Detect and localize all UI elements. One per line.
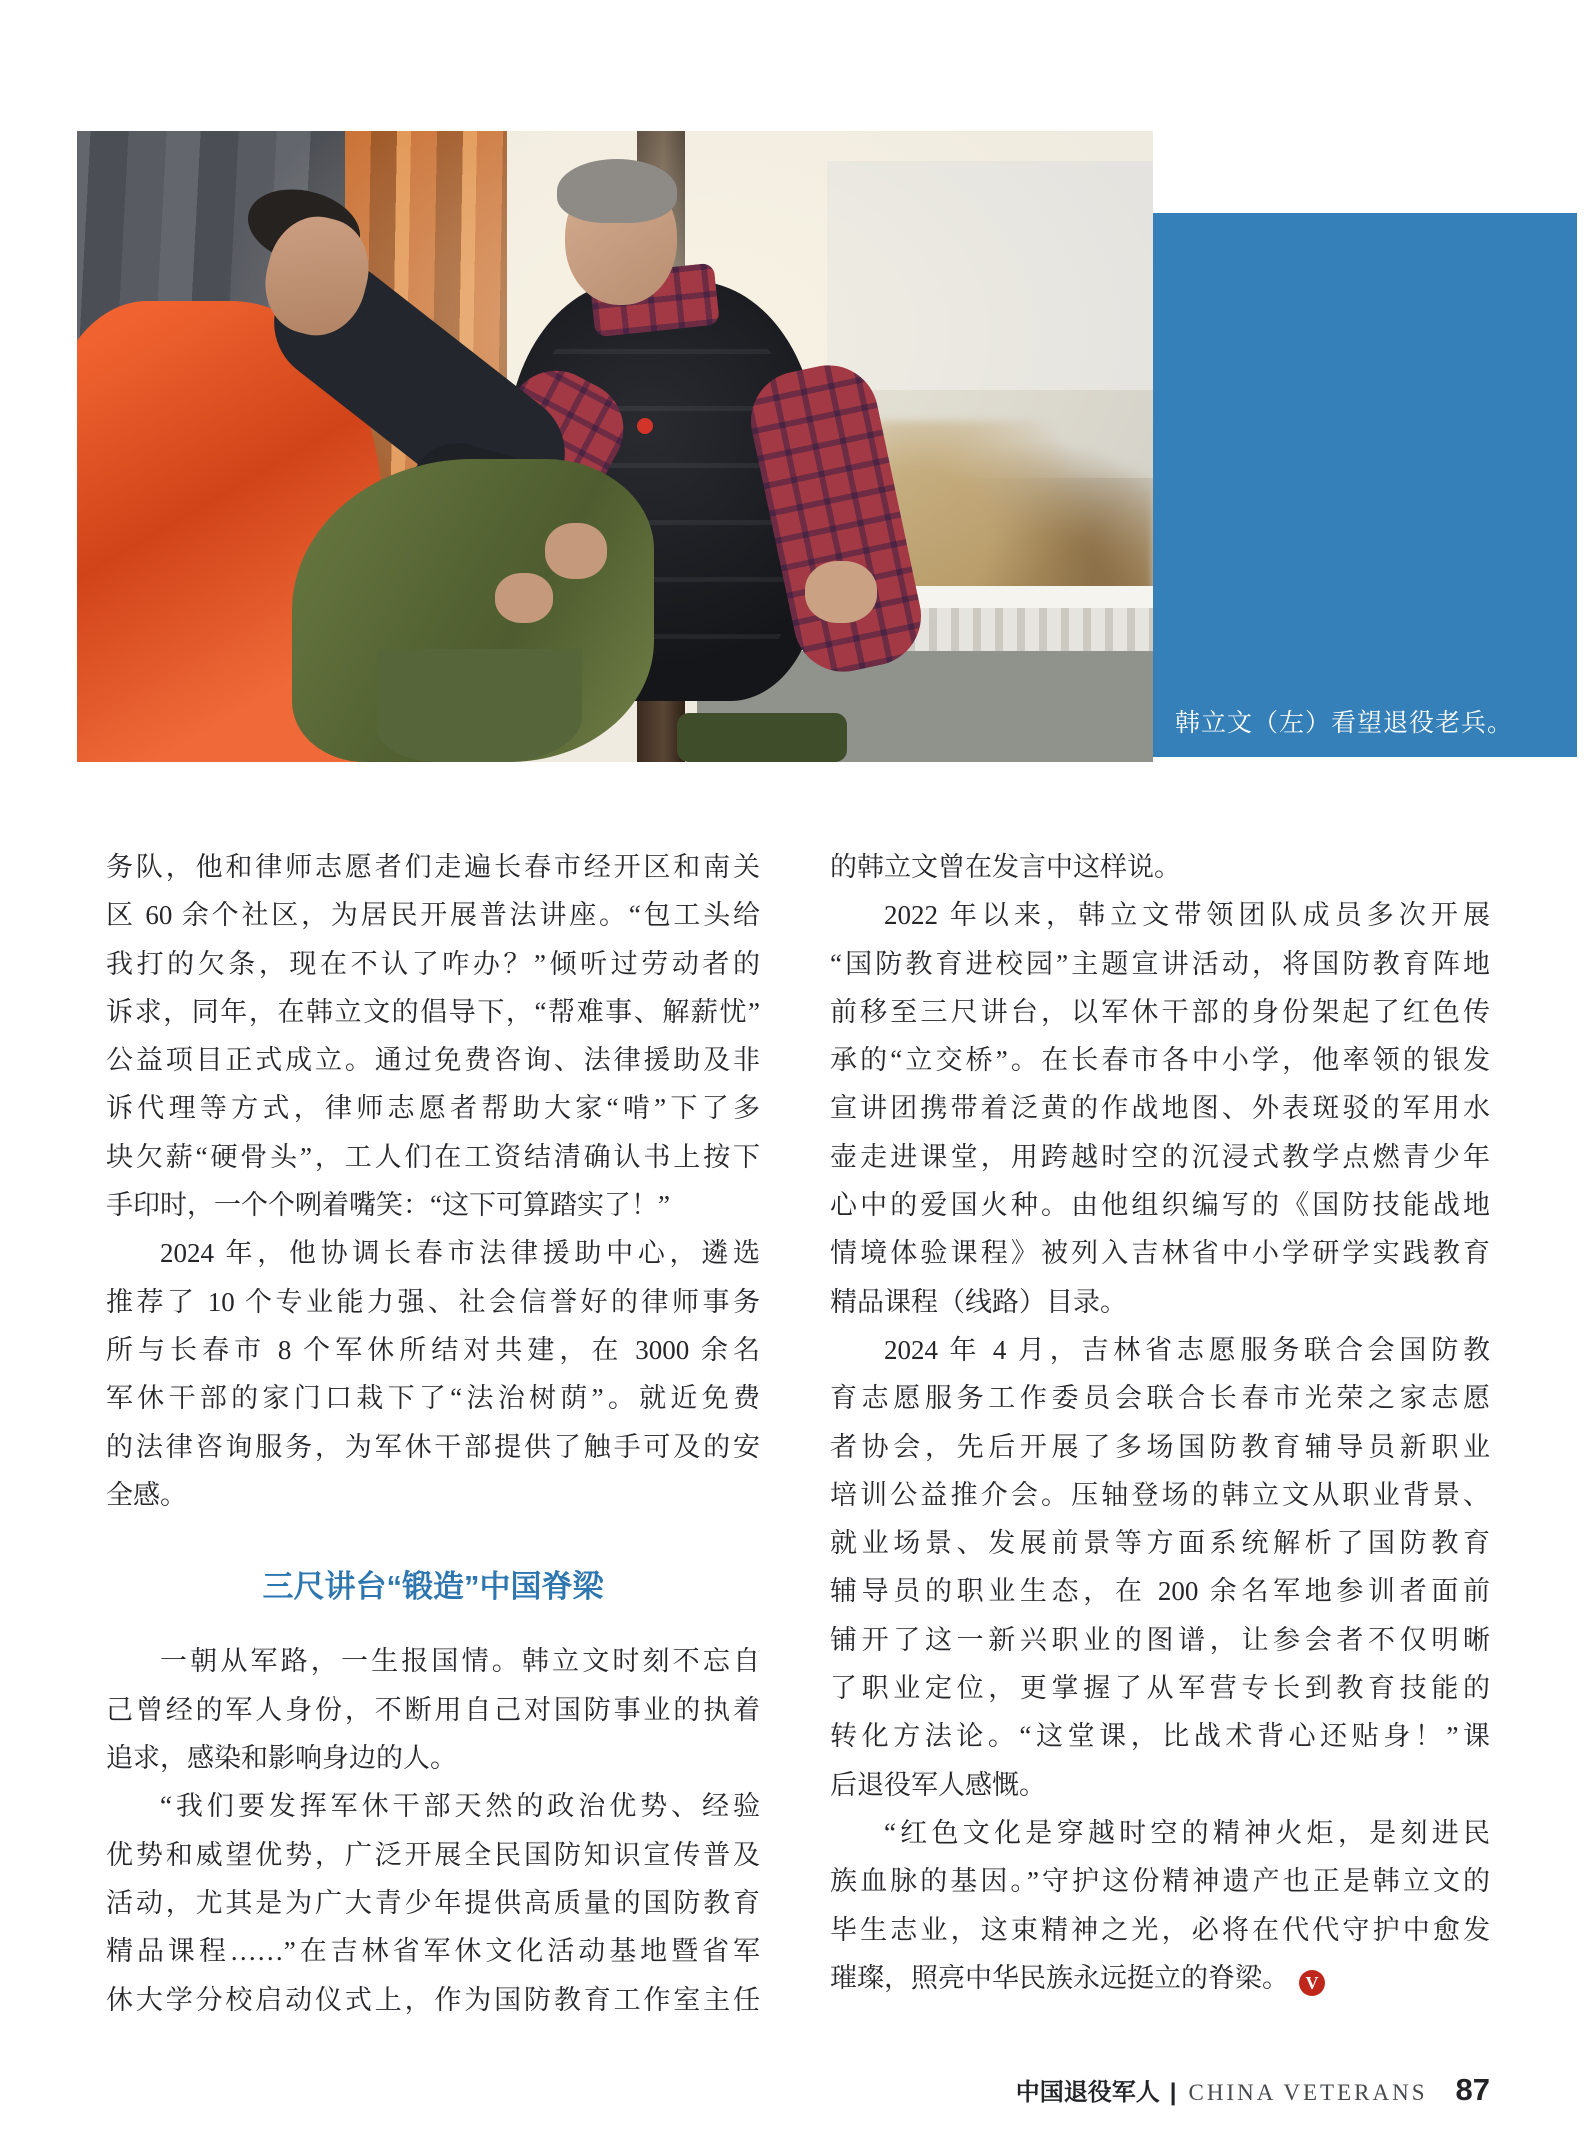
text-line: “红色文化是穿越时空的精神火炬，是刻进民 [884, 1817, 1490, 1848]
text-line: 2024 年 4 月，吉林省志愿服务联合会国防教 [884, 1334, 1490, 1365]
text-line: 心中的爱国火种。由他组织编写的《国防技能战地 [830, 1190, 1490, 1221]
magazine-title-en: CHINA VETERANS [1188, 2080, 1428, 2105]
text-line: 后退役军人感慨。 [830, 1769, 1046, 1800]
text-line: 转化方法论。“这堂课，比战术背心还贴身！”课 [830, 1721, 1490, 1752]
page-footer [1016, 2072, 1490, 2108]
photo-red-badge [637, 418, 653, 434]
text-line: 族血脉的基因。”守护这份精神遗产也正是韩立文的 [830, 1866, 1490, 1897]
text-line: 培训公益推介会。压轴登场的韩立文从职业背景、 [830, 1479, 1490, 1510]
text-line: 2024 年，他协调长春市法律援助中心，遴选 [160, 1238, 760, 1269]
article-left-column [106, 843, 760, 2024]
text-line: 优势和威望优势，广泛开展全民国防知识宣传普及 [106, 1839, 760, 1870]
text-line: 推荐了 10 个专业能力强、社会信誉好的律师事务 [106, 1286, 760, 1317]
text-line: 公益项目正式成立。通过免费咨询、法律援助及非 [106, 1045, 760, 1076]
text-line: 块欠薪“硬骨头”，工人们在工资结清确认书上按下 [106, 1141, 760, 1172]
photo-hand [545, 523, 607, 579]
photo-coat-flap [377, 649, 582, 762]
text-line: 军休干部的家门口栽下了“法治树荫”。就近免费 [106, 1383, 760, 1414]
text-line: 毕生志业，这束精神之光，必将在代代守护中愈发 [830, 1914, 1490, 1945]
text-line: 诉求，同年，在韩立文的倡导下，“帮难事、解薪忧” [106, 996, 760, 1027]
text-line: 者协会，先后开展了多场国防教育辅导员新职业 [830, 1431, 1490, 1462]
text-line: 区 60 余个社区，为居民开展普法讲座。“包工头给 [106, 900, 760, 931]
text-line: 务队，他和律师志愿者们走遍长春市经开区和南关 [106, 852, 760, 882]
section-heading: 三尺讲台“锻造”中国脊梁 [262, 1569, 604, 1605]
text-line: 辅导员的职业生态，在 200 余名军地参训者面前 [830, 1576, 1490, 1607]
text-line: “国防教育进校园”主题宣讲活动，将国防教育阵地 [830, 948, 1490, 979]
photo-hand [495, 573, 553, 623]
text-line: 精品课程（线路）目录。 [830, 1286, 1127, 1317]
photo-folded-clothes [677, 713, 847, 762]
text-line: “我们要发挥军休干部天然的政治优势、经验 [160, 1791, 760, 1822]
text-line: 诉代理等方式，律师志愿者帮助大家“啃”下了多 [106, 1093, 760, 1124]
text-line: 了职业定位，更掌握了从军营专长到教育技能的 [830, 1673, 1490, 1704]
photo-hand [805, 561, 877, 623]
text-line: 宣讲团携带着泛黄的作战地图、外表斑驳的军用水 [830, 1093, 1490, 1124]
text-line: 活动，尤其是为广大青少年提供高质量的国防教育 [106, 1887, 760, 1918]
text-line: 手印时，一个个咧着嘴笑：“这下可算踏实了！” [106, 1190, 670, 1221]
footer-divider: | [1169, 2079, 1177, 2106]
page-number: 87 [1455, 2072, 1490, 2107]
photo-caption: 韩立文（左）看望退役老兵。 [1175, 710, 1514, 737]
text-line: 己曾经的军人身份，不断用自己对国防事业的执着 [106, 1694, 760, 1725]
article-photo [77, 131, 1153, 762]
text-line: 就业场景、发展前景等方面系统解析了国防教育 [830, 1528, 1490, 1559]
text-line: 休大学分校启动仪式上，作为国防教育工作室主任 [106, 1984, 760, 2015]
text-line: 铺开了这一新兴职业的图谱，让参会者不仅明晰 [830, 1624, 1490, 1655]
text-line: 承的“立交桥”。在长春市各中小学，他率领的银发 [830, 1045, 1490, 1076]
text-line: 情境体验课程》被列入吉林省中小学研学实践教育 [830, 1238, 1490, 1269]
end-mark-icon: V [1299, 1970, 1325, 1996]
text-line: 我打的欠条，现在不认了咋办？”倾听过劳动者的 [106, 948, 760, 979]
text-line: 璀璨，照亮中华民族永远挺立的脊梁。 V [830, 1954, 1490, 2002]
article-right-column [830, 843, 1490, 2002]
text-line: 精品课程……”在吉林省军休文化活动基地暨省军 [106, 1936, 760, 1967]
text-line: 所与长春市 8 个军休所结对共建，在 3000 余名 [106, 1334, 760, 1365]
text-line: 的韩立文曾在发言中这样说。 [830, 852, 1181, 882]
text-line: 2022 年以来，韩立文带领团队成员多次开展 [884, 900, 1490, 931]
text-line: 育志愿服务工作委员会联合长春市光荣之家志愿 [830, 1383, 1490, 1414]
magazine-title-cn: 中国退役军人 [1015, 2079, 1160, 2106]
text-line: 全感。 [106, 1479, 187, 1510]
photo-caption-panel [1153, 213, 1577, 757]
photo-elder-hair [557, 159, 677, 223]
text-line: 的法律咨询服务，为军休干部提供了触手可及的安 [106, 1431, 760, 1462]
text-line: 追求，感染和影响身边的人。 [106, 1743, 457, 1774]
text-line: 壶走进课堂，用跨越时空的沉浸式教学点燃青少年 [830, 1141, 1490, 1172]
text-line: 一朝从军路，一生报国情。韩立文时刻不忘自 [160, 1646, 760, 1677]
text-line: 前移至三尺讲台，以军休干部的身份架起了红色传 [830, 996, 1490, 1027]
